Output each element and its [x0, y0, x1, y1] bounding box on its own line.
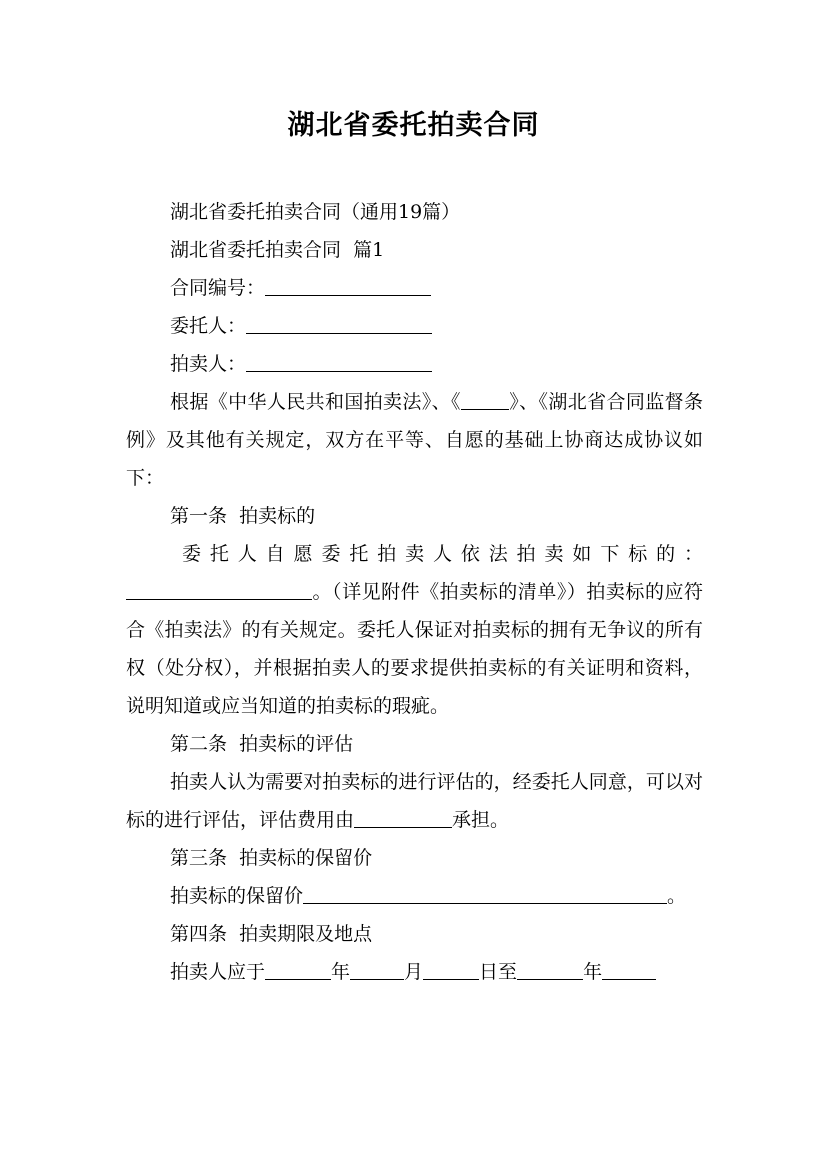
article-2-heading: 第二条 拍卖标的评估	[170, 733, 354, 755]
entrustor-label: 委托人：	[170, 315, 247, 337]
year-label-2: 年	[583, 961, 603, 983]
start-year-blank	[265, 957, 331, 980]
article-4-text	[126, 953, 703, 991]
auctioneer-line	[126, 345, 703, 383]
article-2-part-b: 承担。	[452, 809, 510, 831]
day-to-label: 日至	[479, 961, 518, 983]
end-month-blank	[602, 957, 656, 980]
entrustor-line	[126, 307, 703, 345]
year-label: 年	[331, 961, 351, 983]
start-month-blank	[350, 957, 404, 980]
contract-number-label: 合同编号：	[170, 277, 266, 299]
article-3-part-b: 。	[667, 885, 687, 907]
article-1-heading: 第一条 拍卖标的	[170, 505, 316, 527]
start-day-blank	[423, 957, 479, 980]
subtitle: 湖北省委托拍卖合同（通用19篇）	[170, 201, 461, 223]
preamble-part-a: 根据《中华人民共和国拍卖法》、《	[170, 391, 461, 413]
preamble	[126, 383, 703, 497]
article-3-text	[126, 877, 703, 915]
article-3-part-a: 拍卖标的保留价	[170, 885, 304, 907]
auctioneer-blank	[246, 349, 432, 372]
article-4-heading: 第四条 拍卖期限及地点	[170, 923, 373, 945]
auction-object-blank	[126, 577, 312, 600]
auctioneer-label: 拍卖人：	[170, 353, 247, 375]
article-1-line-1: 委托人自愿委托拍卖人依法拍卖如下标的：	[182, 543, 703, 565]
section-heading: 湖北省委托拍卖合同 篇1	[170, 239, 385, 261]
article-2-text	[126, 763, 703, 839]
law-name-blank	[461, 387, 509, 410]
article-1-body: 。（详见附件《拍卖标的清单》）拍卖标的应符合《拍卖法》的有关规定。委托人保证对拍卖标的拥有无争议的所有权（处分权），并根据拍卖人的要求提供拍卖标的有关证明和资料，说明知道或应当知道的拍卖标的瑕疵。	[126, 581, 703, 717]
evaluation-fee-blank	[354, 805, 452, 828]
article-3-heading: 第三条 拍卖标的保留价	[170, 847, 373, 869]
month-label: 月	[404, 961, 424, 983]
reserve-price-blank	[303, 881, 667, 904]
entrustor-blank	[246, 311, 432, 334]
contract-number-blank	[265, 273, 431, 296]
article-2-part-a: 拍卖人认为需要对拍卖标的进行评估的，经委托人同意，可以对标的进行评估，评估费用由	[126, 771, 703, 831]
contract-number-line	[126, 269, 703, 307]
preamble-part-b: 》、《湖北省合同监督条例》及其他有关规定，双方在平等、自愿的基础上协商达成协议如下：	[126, 391, 703, 489]
article-4-part-a: 拍卖人应于	[170, 961, 266, 983]
document-body	[126, 193, 703, 991]
document-title: 湖北省委托拍卖合同	[287, 110, 540, 141]
article-1-text	[126, 573, 703, 725]
end-year-blank	[517, 957, 583, 980]
